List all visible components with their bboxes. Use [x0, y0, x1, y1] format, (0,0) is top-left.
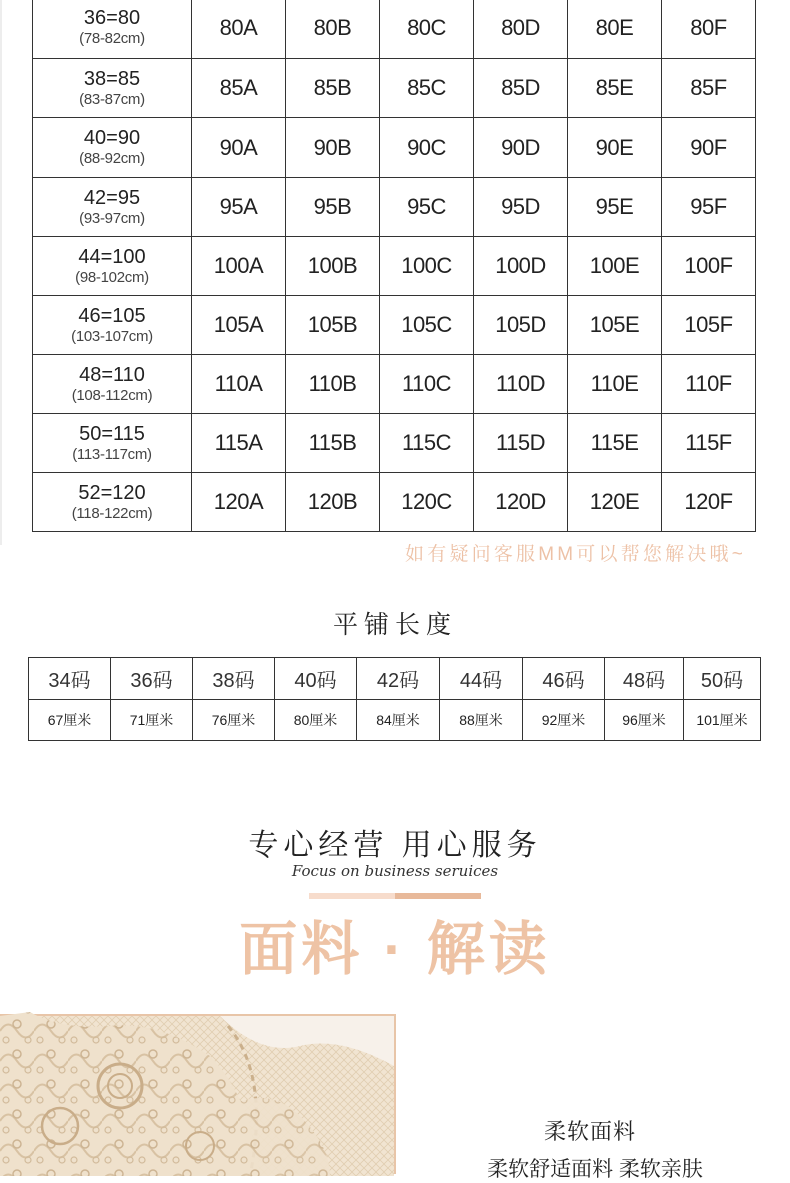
cup-size-cell: 85F: [662, 59, 756, 118]
cup-size-cell: 115A: [192, 414, 286, 473]
size-chart-row: [33, 296, 756, 355]
band-range-label: (78-82cm): [79, 30, 145, 47]
cup-size-cell: 90F: [662, 118, 756, 178]
cup-size-cell: 85D: [474, 59, 568, 118]
flat-length-table: [28, 657, 761, 741]
band-size-cell: [33, 414, 192, 473]
cup-size-cell: 95D: [474, 178, 568, 237]
size-code-cell: 50码: [684, 658, 761, 700]
cup-size-cell: 120A: [192, 473, 286, 532]
cup-size-cell: 110C: [380, 355, 474, 414]
size-chart-row: [33, 237, 756, 296]
cup-size-cell: 90E: [568, 118, 662, 178]
cup-size-cell: 85C: [380, 59, 474, 118]
cup-size-cell: 110D: [474, 355, 568, 414]
cup-size-cell: 120D: [474, 473, 568, 532]
flat-length-title: 平铺长度: [332, 611, 457, 639]
cup-size-cell: 115B: [286, 414, 380, 473]
size-code-cell: 40码: [275, 658, 357, 700]
band-size-cell: [33, 178, 192, 237]
cup-size-cell: 100D: [474, 237, 568, 296]
size-code-cell: 42码: [357, 658, 440, 700]
cup-size-cell: 110F: [662, 355, 756, 414]
fabric-lace-image: [0, 1014, 396, 1174]
cup-size-cell: 105E: [568, 296, 662, 355]
lace-pattern-graphic: [0, 1016, 394, 1176]
cup-size-cell: 95A: [192, 178, 286, 237]
band-size-cell: [33, 473, 192, 532]
size-chart-row: [33, 118, 756, 178]
cup-size-cell: 120C: [380, 473, 474, 532]
band-size-label: 48=110: [79, 363, 145, 386]
title-divider-right: [395, 893, 481, 899]
size-chart-row: [33, 414, 756, 473]
title-divider-left: [309, 893, 395, 899]
cup-size-cell: 105C: [380, 296, 474, 355]
band-size-label: 38=85: [83, 67, 141, 90]
cup-size-cell: 95C: [380, 178, 474, 237]
cup-size-cell: 105D: [474, 296, 568, 355]
length-cell: 71厘米: [111, 700, 193, 741]
cup-size-cell: 90B: [286, 118, 380, 178]
cup-size-cell: 120F: [662, 473, 756, 532]
band-range-label: (118-122cm): [71, 504, 153, 522]
customer-service-note: 如有疑问客服MM可以帮您解决哦~: [405, 544, 746, 565]
band-size-label: 40=90: [83, 127, 141, 149]
size-code-row: [29, 658, 761, 700]
band-size-cell: [33, 296, 192, 355]
length-cell: 96厘米: [605, 700, 684, 741]
cup-size-cell: 95E: [568, 178, 662, 237]
size-chart-row: [33, 59, 756, 118]
band-size-cell: [33, 237, 192, 296]
cup-size-cell: 115D: [474, 414, 568, 473]
length-cell: 67厘米: [29, 700, 111, 741]
size-chart-row: [33, 0, 756, 59]
cup-size-cell: 95F: [662, 178, 756, 237]
length-row: [29, 700, 761, 741]
cup-size-cell: 80C: [380, 0, 474, 59]
slogan-chinese: 专心经营 用心服务: [248, 829, 542, 862]
bra-size-chart: [32, 0, 756, 532]
cup-size-cell: 105F: [662, 296, 756, 355]
size-code-cell: 48码: [605, 658, 684, 700]
band-size-cell: [33, 0, 192, 59]
cup-size-cell: 95B: [286, 178, 380, 237]
cup-size-cell: 115C: [380, 414, 474, 473]
band-size-cell: [33, 355, 192, 414]
size-chart-row: [33, 178, 756, 237]
length-cell: 80厘米: [275, 700, 357, 741]
length-cell: 84厘米: [357, 700, 440, 741]
length-cell: 92厘米: [523, 700, 605, 741]
band-size-label: 50=115: [79, 422, 145, 445]
band-range-label: (108-112cm): [71, 386, 153, 404]
cup-size-cell: 80E: [568, 0, 662, 59]
size-code-cell: 36码: [111, 658, 193, 700]
length-cell: 88厘米: [440, 700, 523, 741]
cup-size-cell: 90C: [380, 118, 474, 178]
length-cell: 76厘米: [193, 700, 275, 741]
cup-size-cell: 100E: [568, 237, 662, 296]
band-size-label: 46=105: [78, 304, 146, 327]
size-code-cell: 44码: [440, 658, 523, 700]
size-code-cell: 34码: [29, 658, 111, 700]
size-chart-row: [33, 473, 756, 532]
cup-size-cell: 120E: [568, 473, 662, 532]
cup-size-cell: 90A: [192, 118, 286, 178]
cup-size-cell: 105B: [286, 296, 380, 355]
band-range-label: (88-92cm): [79, 150, 145, 167]
size-code-cell: 38码: [193, 658, 275, 700]
cup-size-cell: 100C: [380, 237, 474, 296]
cup-size-cell: 120B: [286, 473, 380, 532]
cup-size-cell: 80D: [474, 0, 568, 59]
cup-size-cell: 115E: [568, 414, 662, 473]
band-size-cell: [33, 59, 192, 118]
band-size-label: 42=95: [83, 186, 141, 209]
left-edge-bar: [0, 0, 2, 545]
band-size-label: 44=100: [78, 245, 146, 268]
cup-size-cell: 110A: [192, 355, 286, 414]
cup-size-cell: 100F: [662, 237, 756, 296]
size-chart-row: [33, 355, 756, 414]
slogan-english: Focus on business seruices: [291, 862, 499, 880]
cup-size-cell: 80B: [286, 0, 380, 59]
feature-description: 柔软舒适面料 柔软亲肤: [487, 1158, 703, 1181]
fabric-section-title: 面料 · 解读: [239, 917, 551, 982]
cup-size-cell: 80F: [662, 0, 756, 59]
band-range-label: (103-107cm): [71, 327, 153, 345]
cup-size-cell: 115F: [662, 414, 756, 473]
band-range-label: (98-102cm): [75, 268, 149, 286]
band-size-label: 36=80: [83, 7, 141, 29]
cup-size-cell: 110E: [568, 355, 662, 414]
band-size-cell: [33, 118, 192, 178]
length-cell: 101厘米: [684, 700, 761, 741]
cup-size-cell: 105A: [192, 296, 286, 355]
cup-size-cell: 80A: [192, 0, 286, 59]
band-range-label: (113-117cm): [72, 445, 152, 463]
cup-size-cell: 100A: [192, 237, 286, 296]
cup-size-cell: 100B: [286, 237, 380, 296]
cup-size-cell: 85E: [568, 59, 662, 118]
cup-size-cell: 110B: [286, 355, 380, 414]
feature-title: 柔软面料: [543, 1119, 636, 1144]
cup-size-cell: 85A: [192, 59, 286, 118]
band-range-label: (93-97cm): [79, 209, 145, 227]
cup-size-cell: 85B: [286, 59, 380, 118]
band-range-label: (83-87cm): [79, 90, 145, 108]
band-size-label: 52=120: [78, 481, 146, 504]
size-code-cell: 46码: [523, 658, 605, 700]
cup-size-cell: 90D: [474, 118, 568, 178]
